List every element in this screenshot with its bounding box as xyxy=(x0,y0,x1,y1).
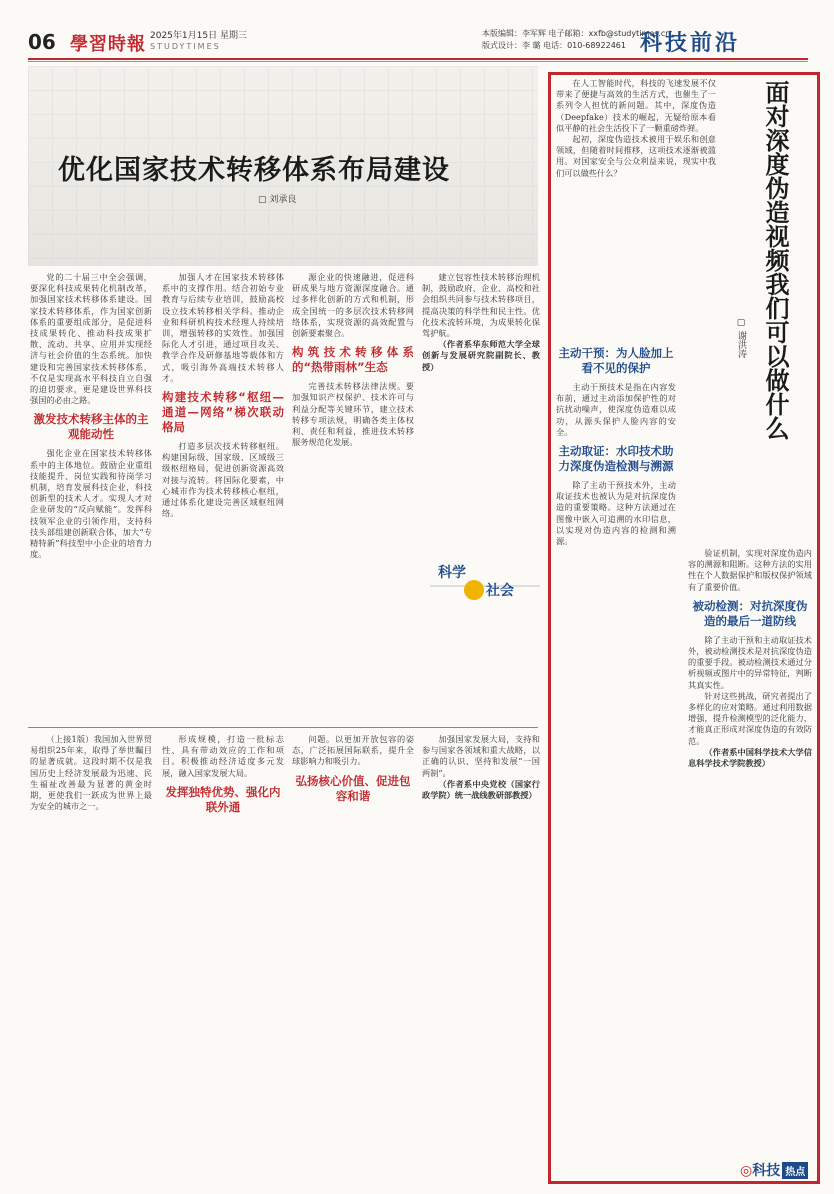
masthead xyxy=(0,0,834,62)
byline-square-icon: ▢ xyxy=(258,195,270,205)
paragraph: 针对这些挑战，研究者提出了多样化的应对策略。通过利用数据增强，提升检测模型的泛化能力，才能真正形成对深度伪造的有效防范。 xyxy=(688,690,812,746)
subheading: 构建技术转移“枢纽—通道—网络”梯次联动格局 xyxy=(162,390,284,435)
paragraph: 除了主动干预和主动取证技术外，被动检测技术是对抗深度伪造的重要手段。被动检测技术通过分析视频或图片中的异常特征，判断其真实性。 xyxy=(688,634,812,690)
paragraph: 问题。以更加开放包容的姿态，广泛拓展国际联系，提升全球影响力和吸引力。 xyxy=(292,734,414,767)
subheading: 主动取证：水印技术助力深度伪造检测与溯源 xyxy=(558,444,674,474)
left-article-byline: ▢ 刘承良 xyxy=(258,195,297,205)
paragraph: 主动干预技术是指在内容发布前，通过主动添加保护性的对抗扰动噪声，使深度伪造难以成功，从源头保护人脸内容的安全。 xyxy=(556,382,676,437)
paragraph: 加强国家发展大局，支持和参与国家各领域和重大战略，以正确的认识、坚持和发展“一国两制”。 xyxy=(422,734,540,778)
top-rule-thin xyxy=(28,61,808,62)
tech-hotspot-logo: ◎科技 热点 xyxy=(740,1160,808,1180)
left-column-3 xyxy=(292,272,414,722)
section-divider xyxy=(28,727,538,728)
left-column-2 xyxy=(162,272,284,722)
paragraph: 除了主动干预技术外，主动取证技术也被认为是对抗深度伪造的重要策略。这种方法通过在图像中嵌入可追溯的水印信息，以实现对伪造内容的检测和溯源。 xyxy=(556,480,676,547)
paragraph: 加强人才在国家技术转移体系中的支撑作用。结合初始专业教育与后续专业培训，鼓励高校设立技术转移相关学科。推动企业和科研机构技术经理人持续培训，增强转移的实效性。加强国际化人才引进，通过项目攻关、教学合作及研修基地等载体和方式，吸引海外高端技术转移人才。 xyxy=(162,272,284,383)
bottom-column-3 xyxy=(292,734,414,1174)
byline-square-icon: ▢ xyxy=(736,318,746,331)
left-column-4 xyxy=(422,272,540,552)
paragraph: 形成规模，打造一批标志性、具有带动效应的工作和项目。积极推动经济适度多元发展，融入国家发展大局。 xyxy=(162,734,284,778)
author-note: （作者系中央党校（国家行政学院）统一战线教研部教授） xyxy=(422,778,540,801)
left-column-1 xyxy=(30,272,152,722)
subheading: 发挥独特优势、强化内联外通 xyxy=(165,784,281,814)
right-column-left xyxy=(556,340,676,1160)
science-society-badge xyxy=(430,556,540,606)
left-article-title: 优化国家技术转移体系布局建设 xyxy=(58,155,450,186)
paragraph: 源企业的快速融进，促进科研成果与地方资源深度融合。通过多样化创新的方式和机制，形成全国统一的多层次技术转移网络体系，实现资源的高效配置与创新要素聚合。 xyxy=(292,272,414,339)
paragraph: 完善技术转移法律法规。要加强知识产权保护、技术许可与利益分配等关键环节，建立技术转移专项法规，明确各类主体权利、责任和利益，推进技术转移服务规范化发展。 xyxy=(292,381,414,448)
section-title: 科技前沿 xyxy=(640,31,741,56)
paragraph: （上接1版）我国加入世界贸易组织25年来，取得了举世瞩目的显著成就。这段时期不仅是我国历史上经济发展最为迅速、民生福祉改善最为显著的黄金时期，更使我们一跃成为世界上最为安全的城市之一。 xyxy=(30,734,152,812)
paragraph: 党的二十届三中全会强调，要深化科技成果转化机制改革，加强国家技术转移体系建设。国家技术转移体系，作为国家创新体系的重要组成部分，是促进科技成果转化、推动科技成果扩散、流动、共享、应用并实现经济与社会价值的生态系统。加快建设和完善国家技术转移体系，不仅是实现高水平科技自立自强的迫切要求，更是建设世界科技强国的必由之路。 xyxy=(30,272,152,406)
subheading: 主动干预：为人脸加上看不见的保护 xyxy=(558,346,674,375)
bottom-column-4 xyxy=(422,734,540,1174)
date-line: 2025年1月15日 星期三 xyxy=(150,31,247,41)
subheading: 弘扬核心价值、促进包容和谐 xyxy=(295,773,411,803)
society-label: 社会 xyxy=(486,583,514,599)
paper-name: 學習時報 xyxy=(70,34,146,55)
right-intro-column xyxy=(556,78,716,338)
subheading: 激发技术转移主体的主观能动性 xyxy=(33,412,149,442)
science-label: 科学 xyxy=(438,565,466,581)
top-rule xyxy=(28,58,808,60)
paragraph: 起初，深度伪造技术被用于娱乐和创意领域，但随着时间推移，这项技术逐渐被滥用。对国家安全与公众利益来说，现实中我们可以做些什么？ xyxy=(556,134,716,178)
right-column-right xyxy=(688,548,812,1148)
paragraph: 打造多层次技术转移枢纽。构建国际级、国家级、区域级三级枢纽格局，促进创新资源高效对接与流转。将国际化要素，中心城市作为技术转移核心枢纽，通过体系化建设完善区域枢纽网络。 xyxy=(162,441,284,519)
paragraph: 在人工智能时代，科技的飞速发展不仅带来了便捷与高效的生活方式，也催生了一系列令人担忧的新问题。其中，深度伪造（Deepfake）技术的崛起，无疑给原本看似平静的社会生活投下了一颗重磅炸弹。 xyxy=(556,78,716,133)
paragraph: 验证机制，实现对深度伪造内容的溯源和阻断。这种方法的实用性在个人数据保护和版权保护领域有了重要价值。 xyxy=(688,548,812,592)
bottom-column-2 xyxy=(162,734,284,1174)
english-name: STUDYTIMES xyxy=(150,42,221,51)
author-note: （作者系中国科学技术大学信息科学技术学院教授） xyxy=(688,746,812,769)
bottom-column-1 xyxy=(30,734,152,1174)
paragraph: 强化企业在国家技术转移体系中的主体地位。鼓励企业重组技能提升、岗位实践和待岗学习机制，培育发展科技企业，科技创新型的技术人才。实现人才对企业研发的“反向赋能”。发挥科技领军企业的引领作用，支持科技头部组建创新联合体，加大“专精特新”科技型中小企业的培育力度。 xyxy=(30,448,152,560)
editors-line-2: 版式设计：李 璐 电话：010-68922461 xyxy=(482,41,626,50)
logo-badge: 热点 xyxy=(782,1162,808,1179)
subheading: 被动检测：对抗深度伪造的最后一道防线 xyxy=(692,598,808,628)
author-note: （作者系华东师范大学全球创新与发展研究院副院长、教授） xyxy=(422,339,540,372)
subheading: 构筑技术转移体系的“热带雨林”生态 xyxy=(292,345,414,375)
logo-swirl-icon: ◎ xyxy=(740,1163,753,1179)
editors-line-1: 本版编辑：李军辉 电子邮箱：xxfb@studytimes.cn xyxy=(482,29,671,38)
right-article-byline: ▢ 谢洪涛 xyxy=(736,318,746,358)
paragraph: 建立包容性技术转移治理机制，鼓励政府、企业、高校和社会组织共同参与技术转移项目，提高决策的科学性和民主性。优化技术流转环境，为成果转化保驾护航。 xyxy=(422,272,540,339)
page-number: 06 xyxy=(28,30,56,54)
sun-icon xyxy=(464,580,484,600)
right-article-title: 面对深度伪造视频我们可以做什么 xyxy=(761,80,789,440)
